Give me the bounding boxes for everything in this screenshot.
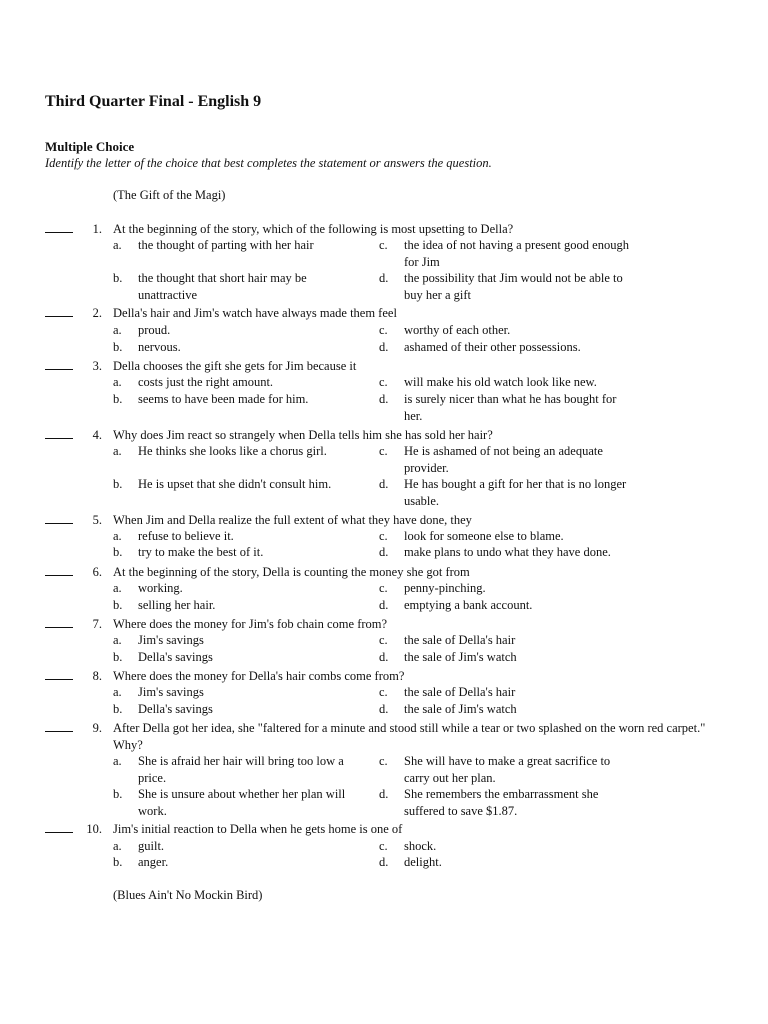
question-stem: Where does the money for Jim's fob chain come from? (113, 617, 388, 631)
option-letter: b. (113, 340, 123, 354)
question-number: 3. (92, 359, 102, 373)
option-text: Jim's savings (138, 685, 204, 699)
option-letter: d. (379, 340, 389, 354)
option-letter: d. (379, 392, 389, 406)
option-text: Della's savings (138, 702, 213, 716)
option-text: is surely nicer than what he has bought for her. (404, 392, 617, 423)
option-letter: c. (379, 323, 388, 337)
question-stem: When Jim and Della realize the full extent of what they have done, they (113, 513, 472, 527)
option-letter: c. (379, 238, 388, 252)
option-text: refuse to believe it. (138, 529, 234, 543)
option-text: look for someone else to blame. (404, 529, 564, 543)
option-letter: a. (113, 754, 122, 768)
option-letter: d. (379, 787, 389, 801)
answer-blank[interactable] (45, 305, 73, 317)
option-text: the sale of Jim's watch (404, 650, 517, 664)
option-letter: d. (379, 650, 389, 664)
option-text: the idea of not having a present good enough for Jim (404, 238, 629, 269)
option-letter: c. (379, 375, 388, 389)
option-text: try to make the best of it. (138, 545, 264, 559)
option-letter: a. (113, 633, 122, 647)
question-number: 5. (92, 513, 102, 527)
option-letter: b. (113, 477, 123, 491)
option-letter: b. (113, 545, 123, 559)
option-text: Della's savings (138, 650, 213, 664)
question-stem: Where does the money for Della's hair combs come from? (113, 669, 405, 683)
option-text: the thought that short hair may be unattractive (138, 271, 307, 302)
option-text: anger. (138, 855, 169, 869)
option-text: the sale of Della's hair (404, 685, 516, 699)
option-text: He is ashamed of not being an adequate provider. (404, 444, 603, 475)
question-number: 7. (92, 617, 102, 631)
option-letter: d. (379, 598, 389, 612)
option-text: costs just the right amount. (138, 375, 274, 389)
option-text: She is unsure about whether her plan will work. (138, 787, 346, 818)
option-letter: a. (113, 323, 122, 337)
option-text: shock. (404, 839, 437, 853)
question-number: 1. (92, 222, 102, 236)
option-letter: b. (113, 787, 123, 801)
option-text: Jim's savings (138, 633, 204, 647)
option-letter: c. (379, 633, 388, 647)
option-letter: c. (379, 529, 388, 543)
question-number: 9. (92, 721, 102, 735)
answer-blank[interactable] (45, 821, 73, 833)
option-letter: b. (113, 271, 123, 285)
section-instructions: Identify the letter of the choice that best completes the statement or answers the question. (45, 156, 492, 170)
question-number: 2. (92, 306, 102, 320)
option-text: the sale of Jim's watch (404, 702, 517, 716)
answer-blank[interactable] (45, 668, 73, 680)
answer-blank[interactable] (45, 358, 73, 370)
option-letter: a. (113, 238, 122, 252)
option-text: the thought of parting with her hair (138, 238, 314, 252)
answer-blank[interactable] (45, 221, 73, 233)
option-letter: a. (113, 581, 122, 595)
question-stem: At the beginning of the story, which of the following is most upsetting to Della? (113, 222, 514, 236)
option-letter: a. (113, 444, 122, 458)
answer-blank[interactable] (45, 512, 73, 524)
answer-blank[interactable] (45, 427, 73, 439)
option-text: selling her hair. (138, 598, 216, 612)
option-letter: d. (379, 855, 389, 869)
option-letter: a. (113, 685, 122, 699)
option-text: She will have to make a great sacrifice to carry out her plan. (404, 754, 611, 785)
question-number: 10. (86, 822, 102, 836)
option-text: nervous. (138, 340, 181, 354)
option-text: He has bought a gift for her that is no longer usable. (404, 477, 627, 508)
question-number: 8. (92, 669, 102, 683)
option-text: emptying a bank account. (404, 598, 533, 612)
question-stem: Della chooses the gift she gets for Jim because it (113, 359, 357, 373)
option-text: will make his old watch look like new. (404, 375, 597, 389)
option-letter: d. (379, 702, 389, 716)
option-text: working. (138, 581, 183, 595)
story-label-blues-aint-no-mockin-bird: (Blues Ain't No Mockin Bird) (113, 888, 263, 902)
option-letter: b. (113, 855, 123, 869)
page-title: Third Quarter Final - English 9 (45, 93, 262, 110)
option-text: worthy of each other. (404, 323, 511, 337)
option-letter: d. (379, 271, 389, 285)
question-stem: Jim's initial reaction to Della when he gets home is one of (113, 822, 403, 836)
option-text: She is afraid her hair will bring too low a price. (138, 754, 344, 785)
option-text: seems to have been made for him. (138, 392, 309, 406)
question-number: 6. (92, 565, 102, 579)
option-letter: c. (379, 581, 388, 595)
question-number: 4. (92, 428, 102, 442)
question-stem: Why does Jim react so strangely when Della tells him she has sold her hair? (113, 428, 493, 442)
option-text: penny-pinching. (404, 581, 486, 595)
option-letter: b. (113, 392, 123, 406)
answer-blank[interactable] (45, 564, 73, 576)
option-letter: c. (379, 444, 388, 458)
option-text: the sale of Della's hair (404, 633, 516, 647)
option-letter: b. (113, 702, 123, 716)
option-letter: a. (113, 529, 122, 543)
option-text: ashamed of their other possessions. (404, 340, 581, 354)
option-text: delight. (404, 855, 442, 869)
option-letter: a. (113, 375, 122, 389)
section-title: Multiple Choice (45, 139, 135, 154)
option-text: the possibility that Jim would not be able to buy her a gift (404, 271, 623, 302)
option-letter: b. (113, 598, 123, 612)
option-letter: a. (113, 839, 122, 853)
option-letter: d. (379, 477, 389, 491)
option-text: make plans to undo what they have done. (404, 545, 611, 559)
option-text: He is upset that she didn't consult him. (138, 477, 332, 491)
option-letter: c. (379, 839, 388, 853)
question-stem: At the beginning of the story, Della is counting the money she got from (113, 565, 470, 579)
option-letter: b. (113, 650, 123, 664)
answer-blank[interactable] (45, 616, 73, 628)
option-text: She remembers the embarrassment she suffered to save $1.87. (404, 787, 599, 818)
option-letter: d. (379, 545, 389, 559)
option-letter: c. (379, 754, 388, 768)
option-letter: c. (379, 685, 388, 699)
option-text: guilt. (138, 839, 165, 853)
question-stem: After Della got her idea, she "faltered for a minute and stood still while a tear or two splashed on the worn red carpet." Why? (113, 721, 706, 752)
question-stem: Della's hair and Jim's watch have always made them feel (113, 306, 397, 320)
option-text: He thinks she looks like a chorus girl. (138, 444, 327, 458)
answer-blank[interactable] (45, 720, 73, 732)
option-text: proud. (138, 323, 171, 337)
story-label-gift-of-the-magi: (The Gift of the Magi) (113, 188, 226, 202)
